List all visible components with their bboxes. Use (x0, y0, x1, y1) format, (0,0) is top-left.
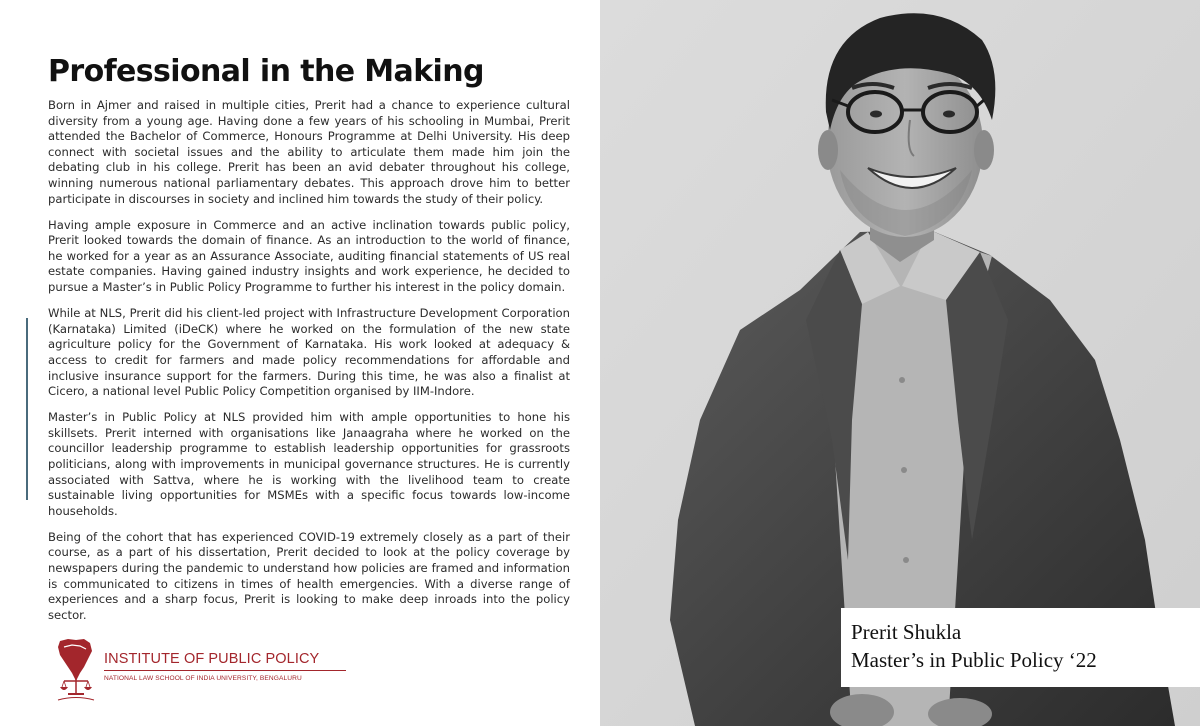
article-paragraph: Having ample exposure in Commerce and an active inclination towards public policy, Prerit looked towards the domain of finance. As an introduction to the world of finance, he worked for a year as an Assurance Associate, auditing financial statements of US real estate companies. Having gained industry insights and work experience, he decided to pursue a Master’s in Public Policy Programme to further his interest in the policy domain. (48, 217, 570, 295)
article-title: Professional in the Making (48, 54, 484, 89)
article-paragraph: Born in Ajmer and raised in multiple cities, Prerit had a chance to experience cultural diversity from a young age. Having done a few years of his schooling in Mumbai, Prerit attended the Bachelor of Commerce, Honours Programme at Delhi University. His deep connect with societal issues and the ability to articulate them made him join the debating club in his college. Prerit has been an avid debater throughout his college, winning numerous national parliamentary debates. This approach drove him to better participate in discourses in society and inclined him towards the study of their policy. (48, 98, 570, 206)
program-name: Master’s in Public Policy ‘22 (851, 648, 1097, 672)
article-body (48, 98, 570, 634)
institute-logo (54, 637, 320, 707)
logo-divider (104, 670, 346, 671)
caption-box (841, 608, 1200, 687)
institute-emblem-icon (54, 637, 98, 703)
university-name: NATIONAL LAW SCHOOL OF INDIA UNIVERSITY, BENGALURU (104, 675, 302, 682)
article-paragraph: Being of the cohort that has experienced COVID-19 extremely closely as a part of their course, as a part of his dissertation, Prerit decided to look at the policy coverage by newspapers during the pandemic to understand how policies are framed and information is communicated to citizens in times of health emergencies. With a diverse range of experiences and a sharp focus, Prerit is looking to make deep inroads into the policy sector. (48, 529, 570, 622)
institute-name: INSTITUTE OF PUBLIC POLICY (104, 651, 320, 667)
person-name: Prerit Shukla (851, 620, 962, 644)
accent-rule (26, 318, 28, 500)
article-paragraph: Master’s in Public Policy at NLS provided him with ample opportunities to hone his skillsets. Prerit interned with organisations like Janaagraha where he worked on the councillor leadership programme to establish leadership opportunities for grassroots politicians, along with improvements in municipal governance structures. He is currently associated with Sattva, where he is working with the livelihood team to create sustainable living opportunities for MSMEs with a specific focus towards low-income households. (48, 410, 570, 518)
article-paragraph: While at NLS, Prerit did his client-led project with Infrastructure Development Corporation (Karnataka) Limited (iDeCK) where he worked on the formulation of the new state agriculture policy for the Government of Karnataka. His work looked at adequacy & access to credit for farmers and made policy recommendations for affordable and inclusive insurance support for the farmers. During this time, he was also a finalist at Cicero, a national level Public Policy Competition organised by IIM-Indore. (48, 306, 570, 399)
